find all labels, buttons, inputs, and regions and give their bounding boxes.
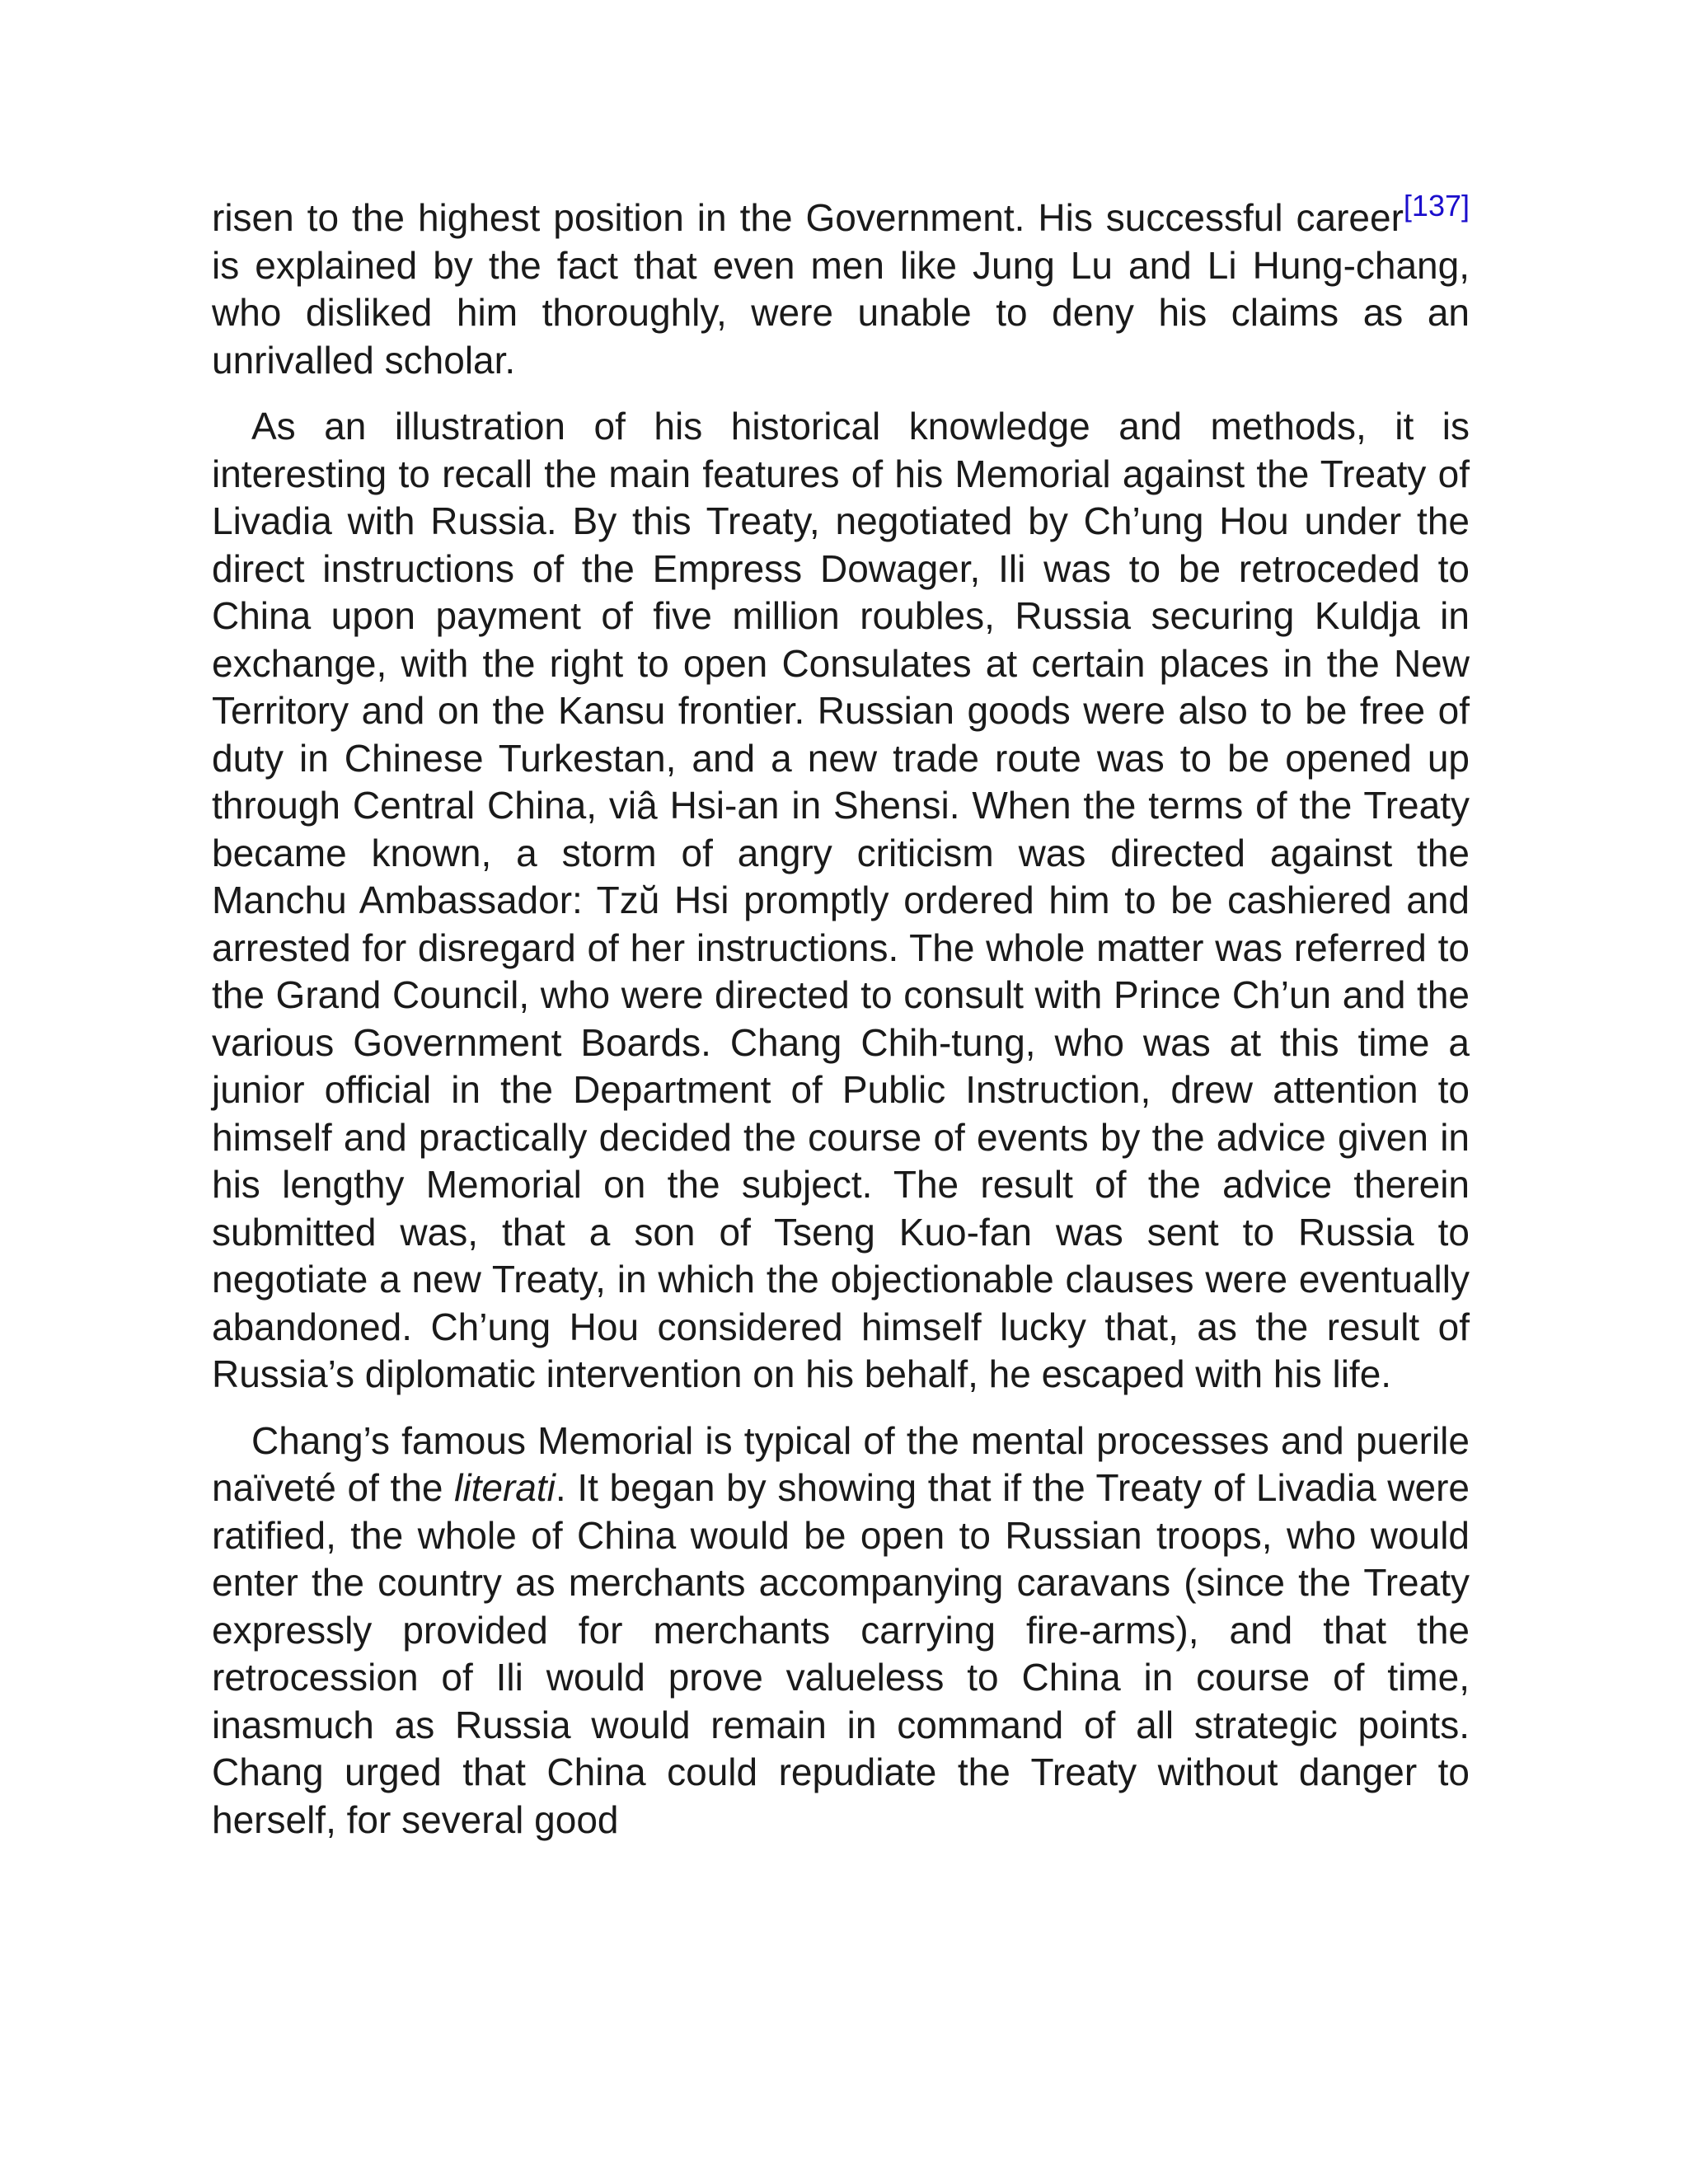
footnote-link-137[interactable]: [137] bbox=[1403, 189, 1470, 223]
paragraph-3 bbox=[212, 1418, 1470, 1844]
paragraph-1-text-start: risen to the highest position in the Government. His successful career bbox=[212, 196, 1404, 239]
paragraph-3-text-end: . It began by showing that if the Treaty of Livadia were ratified, the whole of China would be open to Russian troops, who would enter the country as merchants accompanying caravans (since the Treaty expressly provided for merchants carrying fire-arms), and that the retrocession of Ili would prove valueless to China in course of time, inasmuch as Russia would remain in command of all strategic points. Chang urged that China could repudiate the Treaty without danger to herself, for several good bbox=[212, 1466, 1470, 1841]
paragraph-1 bbox=[212, 189, 1470, 384]
page-body bbox=[212, 189, 1470, 1844]
italic-term-literati: literati bbox=[454, 1466, 556, 1509]
paragraph-3-text-start: Chang’s famous Memorial is typical of the mental processes and puerile naïveté of the bbox=[212, 1418, 1470, 1509]
paragraph-1-text-end: is explained by the fact that even men like Jung Lu and Li Hung-chang, who disliked him thoroughly, were unable to deny his claims as an unrivalled scholar. bbox=[212, 243, 1470, 382]
paragraph-2: As an illustration of his historical knowledge and methods, it is interesting to recall the main features of his Memorial against the Treaty of Livadia with Russia. By this Treaty, negotiated by Ch’ung Hou under the direct instructions of the Empress Dowager, Ili was to be retroceded to China upon payment of five million roubles, Russia securing Kuldja in exchange, with the right to open Consulates at certain places in the New Territory and on the Kansu frontier. Russian goods were also to be free of duty in Chinese Turkestan, and a new trade route was to be opened up through Central China, viâ Hsi-an in Shensi. When the terms of the Treaty became known, a storm of angry criticism was directed against the Manchu Ambassador: Tzŭ Hsi promptly ordered him to be cashiered and arrested for disregard of her instructions. The whole matter was referred to the Grand Council, who were directed to consult with Prince Ch’un and the various Government Boards. Chang Chih-tung, who was at this time a junior official in the Department of Public Instruction, drew attention to himself and practically decided the course of events by the advice given in his lengthy Memorial on the subject. The result of the advice therein submitted was, that a son of Tseng Kuo-fan was sent to Russia to negotiate a new Treaty, in which the objectionable clauses were eventually abandoned. Ch’ung Hou considered himself lucky that, as the result of Russia’s diplomatic intervention on his behalf, he escaped with his life. bbox=[212, 405, 1470, 1395]
